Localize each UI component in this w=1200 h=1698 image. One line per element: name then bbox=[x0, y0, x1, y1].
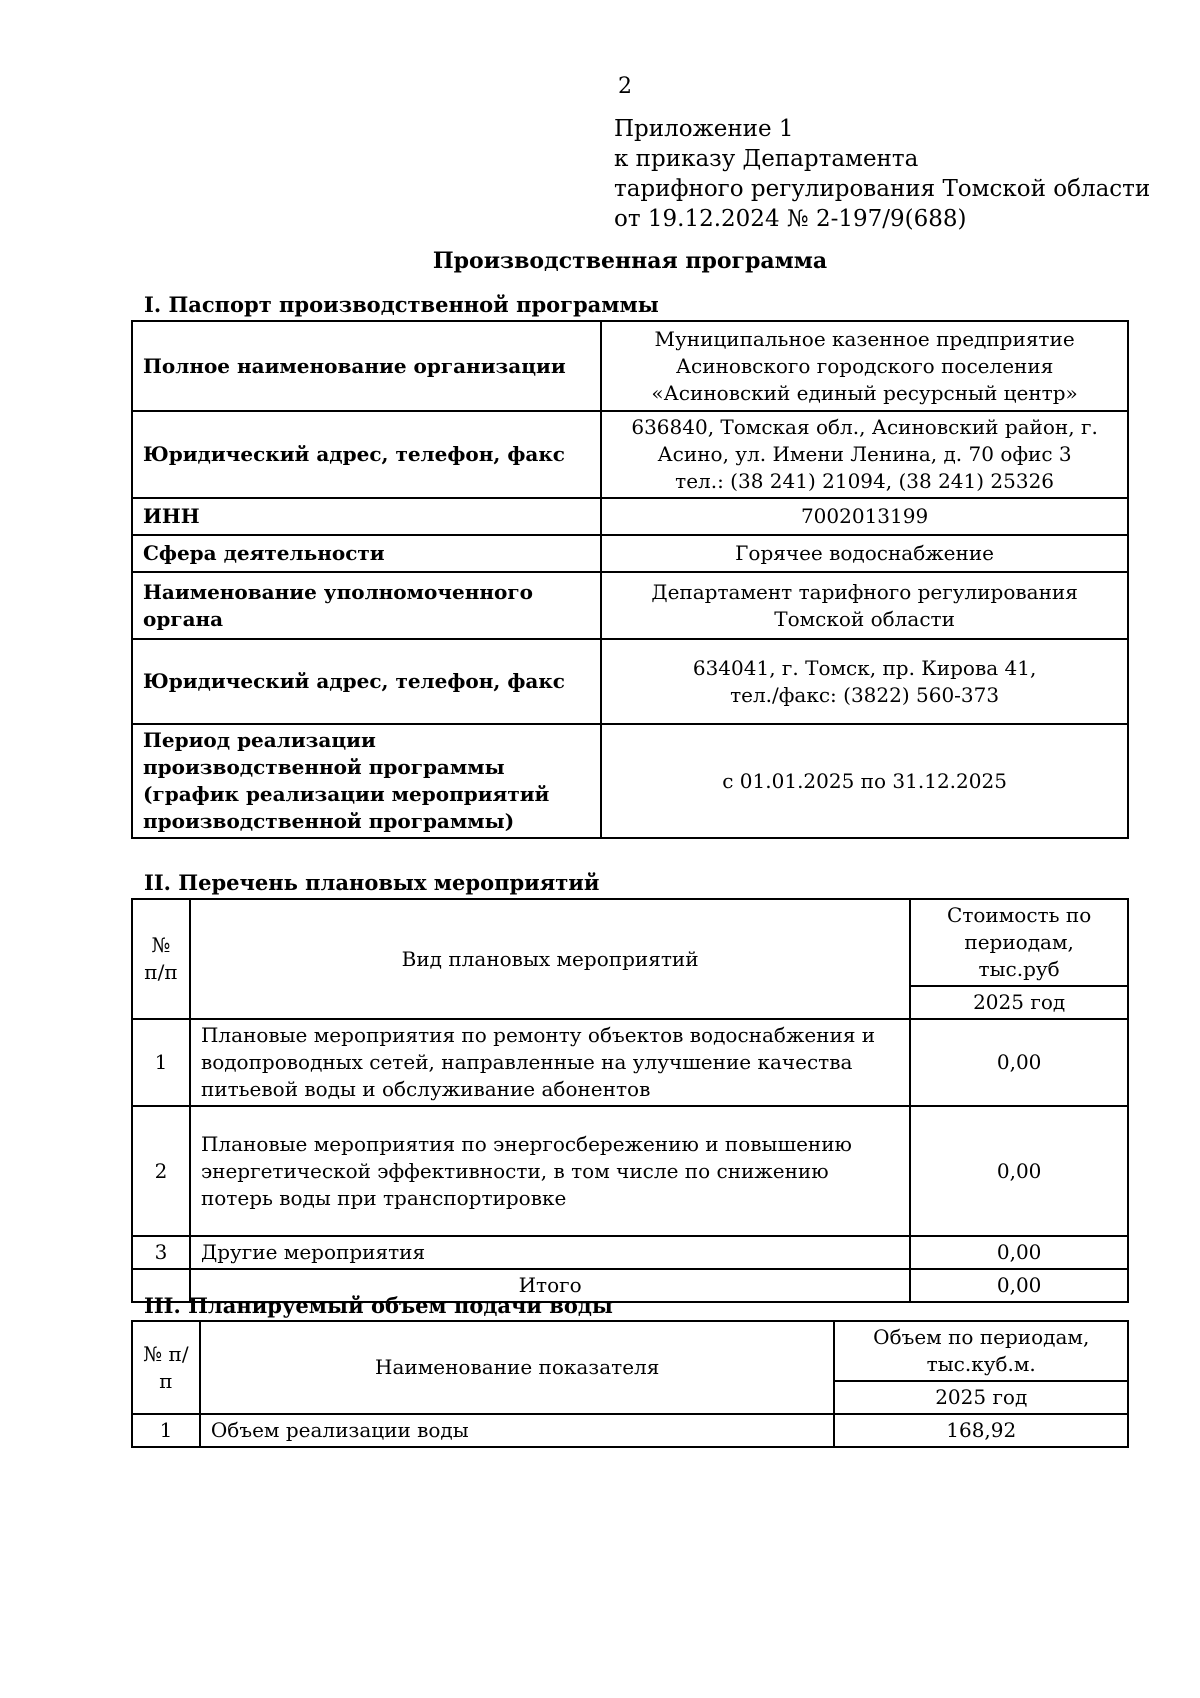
row-name: Другие мероприятия bbox=[190, 1236, 910, 1269]
header-year: 2025 год bbox=[910, 986, 1128, 1019]
passport-row bbox=[132, 411, 1128, 498]
passport-value bbox=[601, 572, 1128, 639]
value-line: Муниципальное казенное предприятие bbox=[654, 326, 1075, 351]
passport-value bbox=[601, 411, 1128, 498]
table-row bbox=[132, 1414, 1128, 1447]
row-value: 168,92 bbox=[834, 1414, 1128, 1447]
row-name: Объем реализации воды bbox=[200, 1414, 835, 1447]
header-name: Наименование показателя bbox=[200, 1321, 835, 1414]
row-num: 1 bbox=[132, 1019, 190, 1106]
value-line: Томской области bbox=[774, 606, 955, 631]
header-row bbox=[132, 1321, 1128, 1381]
appendix-line-3: тарифного регулирования Томской области bbox=[614, 176, 1151, 202]
volume-table bbox=[131, 1320, 1129, 1448]
passport-label: Юридический адрес, телефон, факс bbox=[132, 411, 601, 498]
value-line: Асино, ул. Имени Ленина, д. 70 офис 3 bbox=[657, 442, 1072, 466]
value-line: 7002013199 bbox=[800, 504, 929, 528]
document-title: Производственная программа bbox=[432, 248, 828, 274]
header-num: № п/п bbox=[132, 899, 190, 1019]
passport-table bbox=[131, 320, 1129, 839]
appendix-line-1: Приложение 1 bbox=[614, 116, 794, 142]
header-cost: Стоимость по периодам, тыс.руб bbox=[910, 899, 1128, 986]
appendix-header bbox=[614, 114, 1150, 234]
measures-table bbox=[131, 898, 1129, 1303]
value-line: Департамент тарифного регулирования bbox=[651, 579, 1078, 604]
passport-row bbox=[132, 639, 1128, 724]
row-num: 3 bbox=[132, 1236, 190, 1269]
passport-row bbox=[132, 724, 1128, 838]
row-name: Плановые мероприятия по энергосбережению и повышению энергетической эффективности, в том числе по снижению потерь воды при транспортировке bbox=[190, 1106, 910, 1236]
page-number: 2 bbox=[618, 74, 632, 99]
value-line: «Асиновский единый ресурсный центр» bbox=[651, 380, 1078, 405]
table-row bbox=[132, 1106, 1128, 1236]
header-row bbox=[132, 899, 1128, 986]
value-line: тел.: (38 241) 21094, (38 241) 25326 bbox=[675, 469, 1055, 493]
header-year: 2025 год bbox=[834, 1381, 1128, 1414]
row-num: 2 bbox=[132, 1106, 190, 1236]
row-num: 1 bbox=[132, 1414, 200, 1447]
passport-label: Юридический адрес, телефон, факс bbox=[132, 639, 601, 724]
passport-row bbox=[132, 572, 1128, 639]
value-line: с 01.01.2025 по 31.12.2025 bbox=[722, 768, 1007, 793]
appendix-line-4: от 19.12.2024 № 2-197/9(688) bbox=[614, 206, 967, 232]
passport-value bbox=[601, 321, 1128, 411]
total-label: Итого bbox=[190, 1269, 910, 1302]
row-value: 0,00 bbox=[910, 1019, 1128, 1106]
header-name: Вид плановых мероприятий bbox=[190, 899, 910, 1019]
row-value: 0,00 bbox=[910, 1236, 1128, 1269]
passport-value bbox=[601, 639, 1128, 724]
passport-row bbox=[132, 321, 1128, 411]
value-line: 634041, г. Томск, пр. Кирова 41, bbox=[692, 655, 1037, 680]
passport-label: Период реализации производственной программы (график реализации мероприятий производственной программы) bbox=[132, 724, 601, 838]
appendix-line-2: к приказу Департамента bbox=[614, 146, 919, 172]
header-volume: Объем по периодам, тыс.куб.м. bbox=[834, 1321, 1128, 1381]
passport-value bbox=[601, 498, 1128, 535]
section-3-title: III. Планируемый объем подачи воды bbox=[144, 1293, 613, 1318]
passport-row bbox=[132, 498, 1128, 535]
passport-label: Полное наименование организации bbox=[132, 321, 601, 411]
section-2-title: II. Перечень плановых мероприятий bbox=[144, 870, 600, 895]
passport-value bbox=[601, 724, 1128, 838]
header-num: № п/п bbox=[132, 1321, 200, 1414]
row-value: 0,00 bbox=[910, 1106, 1128, 1236]
total-value: 0,00 bbox=[910, 1269, 1128, 1302]
value-line: 636840, Томская обл., Асиновский район, г. bbox=[631, 415, 1098, 439]
value-line: Асиновского городского поселения bbox=[675, 353, 1054, 378]
table-row bbox=[132, 1019, 1128, 1106]
passport-row bbox=[132, 535, 1128, 572]
value-line: Горячее водоснабжение bbox=[735, 541, 994, 565]
passport-label: Сфера деятельности bbox=[132, 535, 601, 572]
passport-label: Наименование уполномоченного органа bbox=[132, 572, 601, 639]
row-name: Плановые мероприятия по ремонту объектов водоснабжения и водопроводных сетей, направленные на улучшение качества питьевой воды и обслуживание абонентов bbox=[190, 1019, 910, 1106]
passport-label: ИНН bbox=[132, 498, 601, 535]
value-line: тел./факс: (3822) 560-373 bbox=[730, 682, 1000, 707]
passport-value bbox=[601, 535, 1128, 572]
table-row bbox=[132, 1236, 1128, 1269]
section-1-title: I. Паспорт производственной программы bbox=[144, 292, 659, 317]
